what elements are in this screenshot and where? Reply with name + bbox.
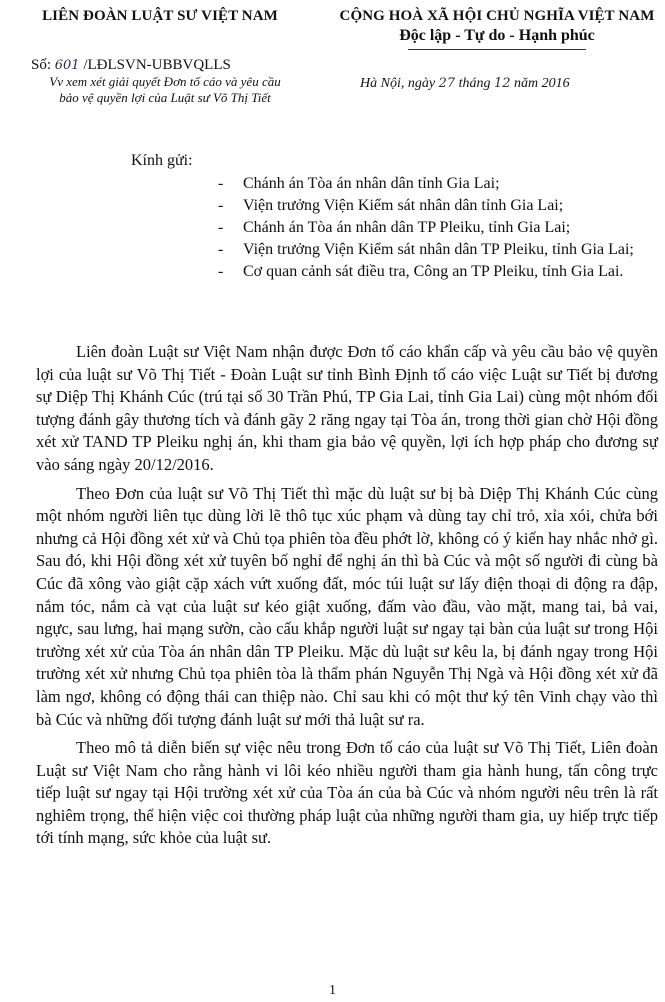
recipient-item: - Chánh án Tòa án nhân dân tỉnh Gia Lai; <box>218 175 500 192</box>
document-number <box>31 55 231 76</box>
date-month-label: tháng <box>455 76 494 91</box>
recipient-item: - Cơ quan cảnh sát điều tra, Công an TP Pleiku, tỉnh Gia Lai. <box>218 263 624 280</box>
subject-line-1: Vv xem xét giải quyết Đơn tố cáo và yêu cầu <box>49 74 281 89</box>
recipients-heading: Kính gửi: <box>131 152 193 169</box>
recipients-list <box>215 173 655 283</box>
header-right <box>336 6 658 50</box>
recipient-item: - Chánh án Tòa án nhân dân TP Pleiku, tỉnh Gia Lai; <box>218 219 571 236</box>
date-year-label: năm 2016 <box>510 76 570 91</box>
motto-underline <box>408 49 586 50</box>
date-place-label: Hà Nội, ngày <box>360 76 439 91</box>
recipient-item: - Viện trưởng Viện Kiểm sát nhân dân TP Pleiku, tỉnh Gia Lai; <box>218 241 634 258</box>
header-left <box>14 6 306 26</box>
document-number-prefix: Số: <box>31 57 55 73</box>
organization-name: LIÊN ĐOÀN LUẬT SƯ VIỆT NAM <box>42 8 278 24</box>
page-number: 1 <box>329 983 336 998</box>
document-subject <box>10 74 320 106</box>
document-number-code: /LĐLSVN-UBBVQLLS <box>79 57 231 73</box>
body-paragraph: Theo Đơn của luật sư Võ Thị Tiết thì mặc dù luật sư bị bà Diệp Thị Khánh Cúc cùng một nhóm người liên tục dùng lời lẽ thô tục xúc phạm và dùng tay chỉ trỏ, xỉa xói, chửa bới nhưng cả Hội đồng xét xử và Chủ tọa phiên tòa đều phớt lờ, không có ý kiến hay nhắc nhở gì. Sau đó, khi Hội đồng xét xử tuyên bố nghỉ để nghị án thì bà Cúc và một số người đi cùng bà Cúc đã xông vào giật cặp xách vứt xuống đất, móc túi luật sư lấy điện thoại di động ra đập, nắm tóc, nắm cà vạt của luật sư kéo giật xuống, đấm vào đầu, vào mặt, mang tai, bả vai, ngực, sau lưng, hai mạng sườn, cào cấu khắp người luật sư ngay tại bàn của luật sư trong Hội trường xét xử của Tòa án nhân dân TP Pleiku. Mặc dù luật sư kêu la, bị đánh ngay trong Hội trường xét xử nhưng Chủ tọa phiên tòa là thẩm phán Nguyễn Thị Ngà và Hội đồng xét xử đã làm ngơ, không có động thái can thiệp nào. Chỉ sau khi có một thư ký tên Vinh chạy vào thì bà Cúc và những đối tượng đánh luật sư mới thả luật sư ra. <box>36 483 658 729</box>
recipient-item: - Viện trưởng Viện Kiểm sát nhân dân tỉnh Gia Lai; <box>218 197 564 214</box>
date-day-handwritten: 27 <box>438 76 456 91</box>
body-paragraph: Liên đoàn Luật sư Việt Nam nhận được Đơn tố cáo khẩn cấp và yêu cầu bảo vệ quyền lợi của luật sư Võ Thị Tiết - Đoàn Luật sư tỉnh Bình Định tố cáo việc Luật sư Tiết bị đương sự Diệp Thị Khánh Cúc (trú tại số 30 Trần Phú, TP Gia Lai, tỉnh Gia Lai) cùng một nhóm đối tượng đánh gây thương tích và đánh gãy 2 răng ngay tại Tòa án, trong thời gian chờ Hội đồng xét xử TAND TP Pleiku nghị án, khi tham gia bảo vệ quyền, lợi ích hợp pháp cho đương sự vào sáng ngày 20/12/2016. <box>36 342 658 474</box>
nation-name: CỘNG HOÀ XÃ HỘI CHỦ NGHĨA VIỆT NAM <box>339 8 655 24</box>
subject-line-2: bảo vệ quyền lợi của Luật sư Võ Thị Tiết <box>59 90 271 105</box>
document-number-handwritten: 601 <box>54 58 80 73</box>
issue-date <box>360 75 570 93</box>
letter-body <box>36 341 658 856</box>
national-motto: Độc lập - Tự do - Hạnh phúc <box>399 27 595 44</box>
date-month-handwritten: 12 <box>494 76 511 91</box>
body-paragraph: Theo mô tả diễn biến sự việc nêu trong Đơn tố cáo của luật sư Võ Thị Tiết, Liên đoàn Luật sư Việt Nam cho rằng hành vi lôi kéo nhiều người tham gia hành hung, tấn công trực tiếp luật sư ngay tại Hội trường xét xử của Tòa án của bà Cúc và nhóm người nêu trên là rất nghiêm trọng, thể hiện việc coi thường pháp luật của những người tham gia, uy hiếp trực tiếp tới tính mạng, sức khỏe của luật sư. <box>36 738 658 848</box>
